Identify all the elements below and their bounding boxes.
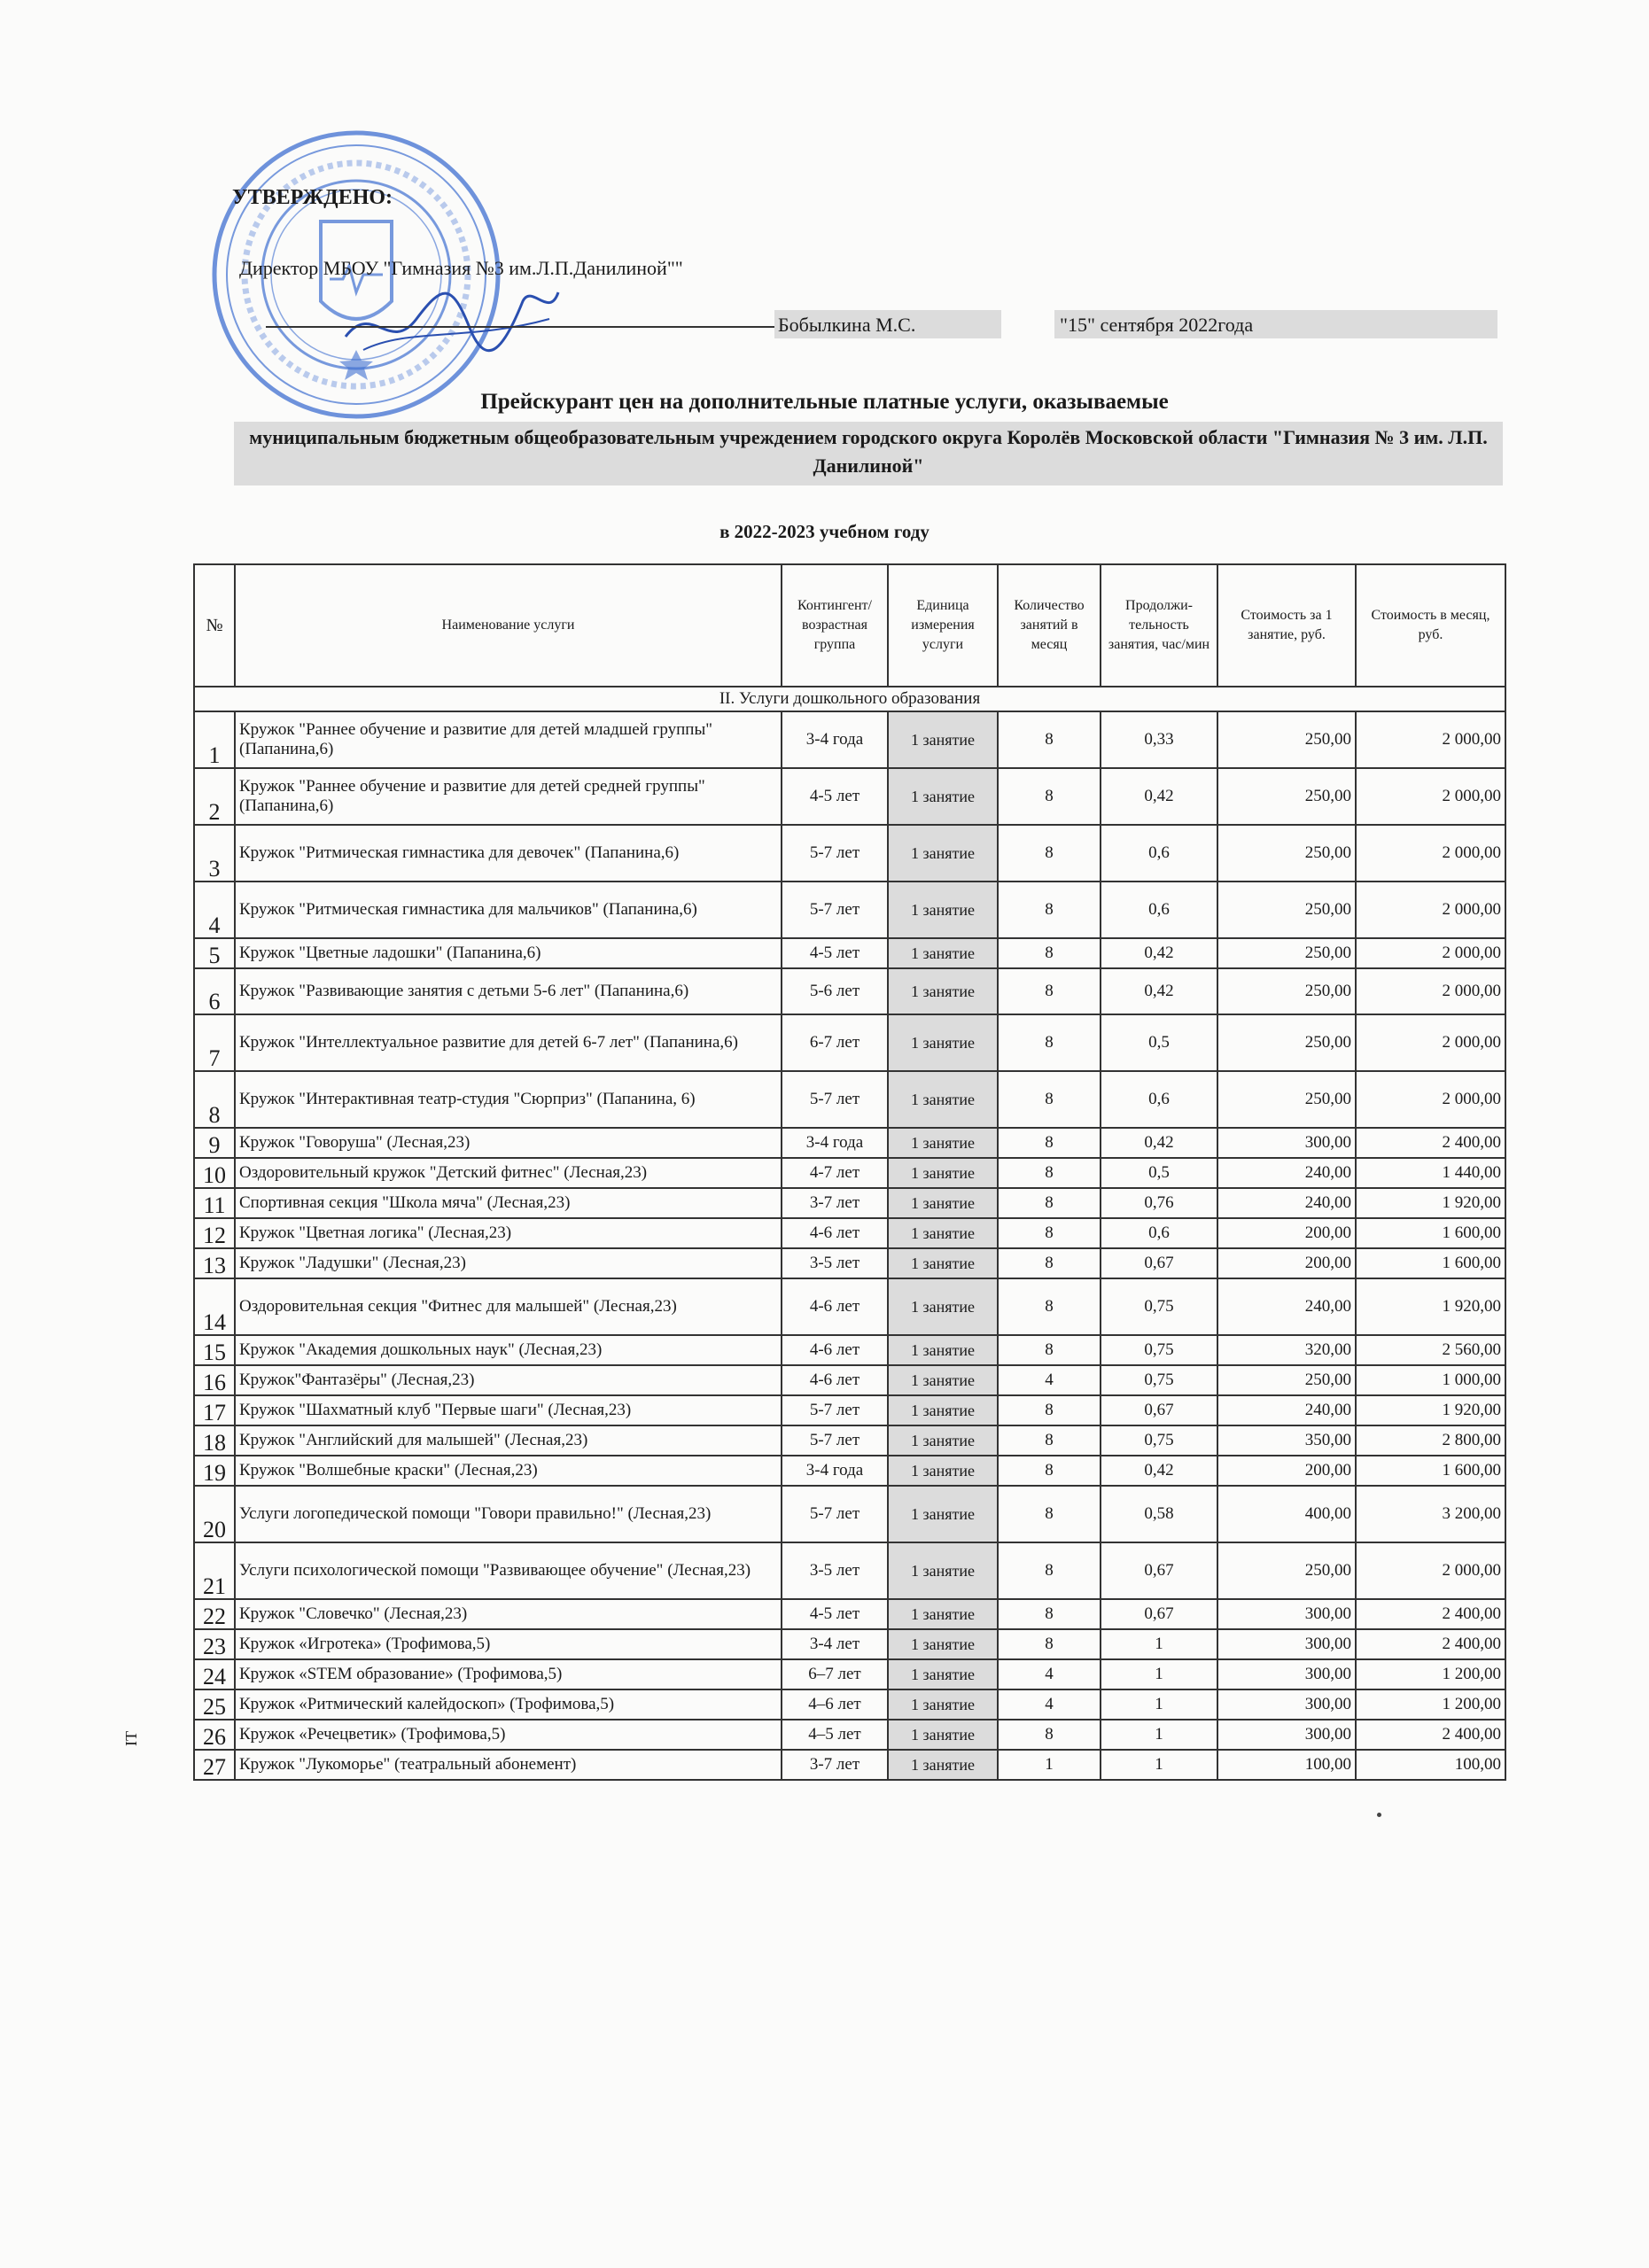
table-row [194, 825, 1505, 882]
price-per-month: 1 600,00 [1356, 1456, 1505, 1486]
speck-mark [1377, 1813, 1381, 1817]
row-number: 5 [194, 938, 235, 968]
unit: 1 занятие [888, 1750, 998, 1780]
duration: 0,5 [1101, 1014, 1217, 1071]
age-group: 6–7 лет [782, 1659, 888, 1689]
unit: 1 занятие [888, 1689, 998, 1720]
age-group: 4-6 лет [782, 1335, 888, 1365]
lessons-per-month: 8 [998, 882, 1101, 938]
price-per-lesson: 200,00 [1217, 1218, 1356, 1248]
service-name: Оздоровительный кружок "Детский фитнес" (Лесная,23) [235, 1158, 782, 1188]
unit: 1 занятие [888, 1542, 998, 1599]
duration: 1 [1101, 1629, 1217, 1659]
price-per-lesson: 300,00 [1217, 1720, 1356, 1750]
price-per-lesson: 350,00 [1217, 1425, 1356, 1456]
lessons-per-month: 8 [998, 1335, 1101, 1365]
lessons-per-month: 8 [998, 1278, 1101, 1335]
header-num: № [194, 564, 235, 687]
duration: 0,75 [1101, 1278, 1217, 1335]
row-number: 12 [194, 1218, 235, 1248]
duration: 0,75 [1101, 1365, 1217, 1395]
unit: 1 занятие [888, 882, 998, 938]
lessons-per-month: 1 [998, 1750, 1101, 1780]
age-group: 6-7 лет [782, 1014, 888, 1071]
duration: 0,42 [1101, 768, 1217, 825]
price-per-month: 2 000,00 [1356, 1014, 1505, 1071]
age-group: 3-4 года [782, 1128, 888, 1158]
section-title: II. Услуги дошкольного образования [194, 687, 1505, 711]
unit: 1 занятие [888, 825, 998, 882]
lessons-per-month: 8 [998, 1014, 1101, 1071]
lessons-per-month: 8 [998, 768, 1101, 825]
price-per-lesson: 250,00 [1217, 1014, 1356, 1071]
service-name: Услуги психологической помощи "Развивающее обучение" (Лесная,23) [235, 1542, 782, 1599]
row-number: 26 [194, 1720, 235, 1750]
header-duration: Продолжи- тельность занятия, час/мин [1101, 564, 1217, 687]
duration: 0,6 [1101, 1071, 1217, 1128]
unit: 1 занятие [888, 1335, 998, 1365]
table-row [194, 1218, 1505, 1248]
service-name: Кружок "Академия дошкольных наук" (Лесная,23) [235, 1335, 782, 1365]
table-row [194, 1071, 1505, 1128]
age-group: 3-7 лет [782, 1188, 888, 1218]
age-group: 3-4 года [782, 1456, 888, 1486]
price-per-month: 1 920,00 [1356, 1188, 1505, 1218]
row-number: 20 [194, 1486, 235, 1542]
price-per-month: 2 400,00 [1356, 1720, 1505, 1750]
price-per-month: 2 000,00 [1356, 882, 1505, 938]
price-per-lesson: 300,00 [1217, 1128, 1356, 1158]
price-per-month: 2 000,00 [1356, 711, 1505, 768]
service-name: Кружок «STEM образование» (Трофимова,5) [235, 1659, 782, 1689]
age-group: 5-7 лет [782, 882, 888, 938]
price-per-month: 1 920,00 [1356, 1395, 1505, 1425]
table-row [194, 1335, 1505, 1365]
lessons-per-month: 8 [998, 938, 1101, 968]
service-name: Кружок "Интеллектуальное развитие для детей 6-7 лет" (Папанина,6) [235, 1014, 782, 1071]
duration: 0,42 [1101, 938, 1217, 968]
unit: 1 занятие [888, 1158, 998, 1188]
price-per-lesson: 250,00 [1217, 1365, 1356, 1395]
header-group: Контингент/ возрастная группа [782, 564, 888, 687]
table-row [194, 1456, 1505, 1486]
service-name: Кружок "Интерактивная театр-студия "Сюрприз" (Папанина, 6) [235, 1071, 782, 1128]
unit: 1 занятие [888, 938, 998, 968]
table-row [194, 1014, 1505, 1071]
price-per-lesson: 250,00 [1217, 938, 1356, 968]
service-name: Кружок "Ладушки" (Лесная,23) [235, 1248, 782, 1278]
service-name: Кружок "Развивающие занятия с детьми 5-6 лет" (Папанина,6) [235, 968, 782, 1014]
table-row [194, 1365, 1505, 1395]
duration: 1 [1101, 1720, 1217, 1750]
lessons-per-month: 8 [998, 1720, 1101, 1750]
service-name: Кружок "Лукоморье" (театральный абонемент) [235, 1750, 782, 1780]
header-name: Наименование услуги [235, 564, 782, 687]
price-per-month: 2 000,00 [1356, 968, 1505, 1014]
duration: 0,6 [1101, 882, 1217, 938]
header-unit: Единица измерения услуги [888, 564, 998, 687]
service-name: Услуги логопедической помощи "Говори правильно!" (Лесная,23) [235, 1486, 782, 1542]
service-name: Кружок "Раннее обучение и развитие для детей младшей группы" (Папанина,6) [235, 711, 782, 768]
lessons-per-month: 8 [998, 1425, 1101, 1456]
age-group: 5-7 лет [782, 1395, 888, 1425]
duration: 0,42 [1101, 1456, 1217, 1486]
unit: 1 занятие [888, 1014, 998, 1071]
row-number: 8 [194, 1071, 235, 1128]
duration: 0,76 [1101, 1188, 1217, 1218]
duration: 0,67 [1101, 1542, 1217, 1599]
price-per-lesson: 400,00 [1217, 1486, 1356, 1542]
price-per-lesson: 250,00 [1217, 1542, 1356, 1599]
row-number: 17 [194, 1395, 235, 1425]
table-header-row [194, 564, 1505, 687]
age-group: 4-5 лет [782, 768, 888, 825]
header-monthly: Стоимость в месяц, руб. [1356, 564, 1505, 687]
service-name: Кружок "Говоруша" (Лесная,23) [235, 1128, 782, 1158]
price-per-lesson: 200,00 [1217, 1456, 1356, 1486]
age-group: 4-5 лет [782, 938, 888, 968]
duration: 0,67 [1101, 1599, 1217, 1629]
age-group: 5-7 лет [782, 1071, 888, 1128]
row-number: 3 [194, 825, 235, 882]
table-row [194, 1158, 1505, 1188]
lessons-per-month: 4 [998, 1365, 1101, 1395]
age-group: 5-7 лет [782, 1425, 888, 1456]
table-row [194, 1188, 1505, 1218]
row-number: 14 [194, 1278, 235, 1335]
row-number: 9 [194, 1128, 235, 1158]
lessons-per-month: 8 [998, 1128, 1101, 1158]
table-row [194, 768, 1505, 825]
age-group: 3-4 года [782, 711, 888, 768]
service-name: Кружок "Английский для малышей" (Лесная,23) [235, 1425, 782, 1456]
age-group: 5-7 лет [782, 1486, 888, 1542]
table-row [194, 1599, 1505, 1629]
age-group: 4-6 лет [782, 1365, 888, 1395]
age-group: 4–5 лет [782, 1720, 888, 1750]
duration: 1 [1101, 1750, 1217, 1780]
unit: 1 занятие [888, 1218, 998, 1248]
service-name: Кружок "Цветная логика" (Лесная,23) [235, 1218, 782, 1248]
price-per-lesson: 240,00 [1217, 1278, 1356, 1335]
service-name: Кружок "Цветные ладошки" (Папанина,6) [235, 938, 782, 968]
price-per-lesson: 320,00 [1217, 1335, 1356, 1365]
side-mark: IT [122, 1731, 140, 1746]
duration: 0,5 [1101, 1158, 1217, 1188]
price-per-lesson: 300,00 [1217, 1659, 1356, 1689]
table-row [194, 1486, 1505, 1542]
table-row [194, 968, 1505, 1014]
table-row [194, 1629, 1505, 1659]
table-row [194, 938, 1505, 968]
unit: 1 занятие [888, 1365, 998, 1395]
document-subtitle: муниципальным бюджетным общеобразовательным учреждением городского округа Королёв Московской области "Гимназия № 3 им. Л.П. Данилиной" [249, 426, 1488, 477]
price-per-lesson: 240,00 [1217, 1188, 1356, 1218]
service-name: Спортивная секция "Школа мяча" (Лесная,23) [235, 1188, 782, 1218]
age-group: 3-7 лет [782, 1750, 888, 1780]
service-name: Кружок "Ритмическая гимнастика для девочек" (Папанина,6) [235, 825, 782, 882]
age-group: 4-6 лет [782, 1218, 888, 1248]
price-per-month: 2 000,00 [1356, 1071, 1505, 1128]
row-number: 16 [194, 1365, 235, 1395]
price-per-lesson: 250,00 [1217, 1071, 1356, 1128]
table-row [194, 882, 1505, 938]
row-number: 21 [194, 1542, 235, 1599]
age-group: 5-6 лет [782, 968, 888, 1014]
price-per-month: 1 920,00 [1356, 1278, 1505, 1335]
lessons-per-month: 8 [998, 1542, 1101, 1599]
age-group: 4–6 лет [782, 1689, 888, 1720]
unit: 1 занятие [888, 1599, 998, 1629]
duration: 0,67 [1101, 1395, 1217, 1425]
academic-year: в 2022-2023 учебном году [719, 521, 930, 542]
unit: 1 занятие [888, 1128, 998, 1158]
lessons-per-month: 8 [998, 825, 1101, 882]
price-per-lesson: 250,00 [1217, 768, 1356, 825]
price-per-month: 2 000,00 [1356, 768, 1505, 825]
approval-date: "15" сентября 2022года [1060, 314, 1254, 336]
approved-label: УТВЕРЖДЕНО: [232, 186, 393, 209]
table-row [194, 1720, 1505, 1750]
lessons-per-month: 4 [998, 1659, 1101, 1689]
row-number: 2 [194, 768, 235, 825]
lessons-per-month: 8 [998, 1629, 1101, 1659]
unit: 1 занятие [888, 1456, 998, 1486]
unit: 1 занятие [888, 1278, 998, 1335]
price-per-month: 1 600,00 [1356, 1248, 1505, 1278]
price-per-month: 1 200,00 [1356, 1689, 1505, 1720]
age-group: 4-5 лет [782, 1599, 888, 1629]
duration: 0,6 [1101, 825, 1217, 882]
unit: 1 занятие [888, 1486, 998, 1542]
price-per-lesson: 200,00 [1217, 1248, 1356, 1278]
service-name: Кружок «Ритмический калейдоскоп» (Трофимова,5) [235, 1689, 782, 1720]
duration: 1 [1101, 1659, 1217, 1689]
header-count: Количество занятий в месяц [998, 564, 1101, 687]
table-row [194, 1395, 1505, 1425]
price-per-lesson: 100,00 [1217, 1750, 1356, 1780]
row-number: 19 [194, 1456, 235, 1486]
duration: 0,58 [1101, 1486, 1217, 1542]
unit: 1 занятие [888, 1629, 998, 1659]
table-row [194, 1750, 1505, 1780]
service-name: Кружок «Речецветик» (Трофимова,5) [235, 1720, 782, 1750]
duration: 0,33 [1101, 711, 1217, 768]
lessons-per-month: 8 [998, 1248, 1101, 1278]
price-per-month: 2 000,00 [1356, 1542, 1505, 1599]
age-group: 5-7 лет [782, 825, 888, 882]
signature-scribble [337, 266, 567, 363]
table-row [194, 1425, 1505, 1456]
row-number: 10 [194, 1158, 235, 1188]
price-per-lesson: 300,00 [1217, 1599, 1356, 1629]
lessons-per-month: 8 [998, 1456, 1101, 1486]
price-per-month: 3 200,00 [1356, 1486, 1505, 1542]
unit: 1 занятие [888, 1659, 998, 1689]
duration: 0,75 [1101, 1335, 1217, 1365]
table-row [194, 1248, 1505, 1278]
price-per-lesson: 250,00 [1217, 882, 1356, 938]
table-row [194, 1659, 1505, 1689]
document-title: Прейскурант цен на дополнительные платные услуги, оказываемые [480, 390, 1169, 414]
row-number: 4 [194, 882, 235, 938]
price-per-month: 1 000,00 [1356, 1365, 1505, 1395]
table-row [194, 1689, 1505, 1720]
service-name: Кружок "Шахматный клуб "Первые шаги" (Лесная,23) [235, 1395, 782, 1425]
row-number: 22 [194, 1599, 235, 1629]
unit: 1 занятие [888, 1188, 998, 1218]
director-line: Директор МБОУ "Гимназия №3 им.Л.П.Данилиной"" [239, 257, 683, 279]
row-number: 1 [194, 711, 235, 768]
table-row [194, 1542, 1505, 1599]
price-table [193, 563, 1506, 1781]
lessons-per-month: 8 [998, 1188, 1101, 1218]
row-number: 13 [194, 1248, 235, 1278]
duration: 0,42 [1101, 1128, 1217, 1158]
row-number: 27 [194, 1750, 235, 1780]
lessons-per-month: 8 [998, 1599, 1101, 1629]
row-number: 25 [194, 1689, 235, 1720]
lessons-per-month: 8 [998, 1158, 1101, 1188]
row-number: 18 [194, 1425, 235, 1456]
age-group: 4-6 лет [782, 1278, 888, 1335]
unit: 1 занятие [888, 768, 998, 825]
service-name: Кружок "Раннее обучение и развитие для детей средней группы" (Папанина,6) [235, 768, 782, 825]
table-row [194, 711, 1505, 768]
service-name: Кружок "Словечко" (Лесная,23) [235, 1599, 782, 1629]
price-per-month: 2 800,00 [1356, 1425, 1505, 1456]
lessons-per-month: 8 [998, 968, 1101, 1014]
price-per-month: 2 000,00 [1356, 938, 1505, 968]
service-name: Кружок "Волшебные краски" (Лесная,23) [235, 1456, 782, 1486]
duration: 0,75 [1101, 1425, 1217, 1456]
section-row [194, 687, 1505, 711]
price-per-month: 1 600,00 [1356, 1218, 1505, 1248]
duration: 0,6 [1101, 1218, 1217, 1248]
age-group: 3-5 лет [782, 1248, 888, 1278]
row-number: 7 [194, 1014, 235, 1071]
age-group: 4-7 лет [782, 1158, 888, 1188]
unit: 1 занятие [888, 968, 998, 1014]
price-per-lesson: 300,00 [1217, 1629, 1356, 1659]
unit: 1 занятие [888, 1425, 998, 1456]
price-per-month: 2 400,00 [1356, 1599, 1505, 1629]
price-per-lesson: 240,00 [1217, 1158, 1356, 1188]
lessons-per-month: 8 [998, 1071, 1101, 1128]
unit: 1 занятие [888, 711, 998, 768]
service-name: Оздоровительная секция "Фитнес для малышей" (Лесная,23) [235, 1278, 782, 1335]
age-group: 3-5 лет [782, 1542, 888, 1599]
price-per-lesson: 240,00 [1217, 1395, 1356, 1425]
price-per-month: 100,00 [1356, 1750, 1505, 1780]
table-row [194, 1278, 1505, 1335]
price-per-lesson: 250,00 [1217, 825, 1356, 882]
unit: 1 занятие [888, 1248, 998, 1278]
row-number: 23 [194, 1629, 235, 1659]
row-number: 11 [194, 1188, 235, 1218]
lessons-per-month: 8 [998, 1486, 1101, 1542]
unit: 1 занятие [888, 1395, 998, 1425]
unit: 1 занятие [888, 1071, 998, 1128]
price-per-month: 1 440,00 [1356, 1158, 1505, 1188]
price-per-lesson: 250,00 [1217, 968, 1356, 1014]
lessons-per-month: 4 [998, 1689, 1101, 1720]
lessons-per-month: 8 [998, 1218, 1101, 1248]
duration: 0,42 [1101, 968, 1217, 1014]
signature-line [266, 317, 774, 328]
service-name: Кружок «Игротека» (Трофимова,5) [235, 1629, 782, 1659]
price-per-month: 2 400,00 [1356, 1629, 1505, 1659]
header-price: Стоимость за 1 занятие, руб. [1217, 564, 1356, 687]
age-group: 3-4 лет [782, 1629, 888, 1659]
price-per-month: 2 400,00 [1356, 1128, 1505, 1158]
row-number: 24 [194, 1659, 235, 1689]
service-name: Кружок"Фантазёры" (Лесная,23) [235, 1365, 782, 1395]
price-per-month: 2 560,00 [1356, 1335, 1505, 1365]
price-per-month: 1 200,00 [1356, 1659, 1505, 1689]
service-name: Кружок "Ритмическая гимнастика для мальчиков" (Папанина,6) [235, 882, 782, 938]
lessons-per-month: 8 [998, 1395, 1101, 1425]
table-row [194, 1128, 1505, 1158]
price-per-month: 2 000,00 [1356, 825, 1505, 882]
price-per-lesson: 300,00 [1217, 1689, 1356, 1720]
duration: 0,67 [1101, 1248, 1217, 1278]
row-number: 6 [194, 968, 235, 1014]
unit: 1 занятие [888, 1720, 998, 1750]
row-number: 15 [194, 1335, 235, 1365]
signer-name: Бобылкина М.С. [778, 314, 916, 336]
duration: 1 [1101, 1689, 1217, 1720]
lessons-per-month: 8 [998, 711, 1101, 768]
price-per-lesson: 250,00 [1217, 711, 1356, 768]
